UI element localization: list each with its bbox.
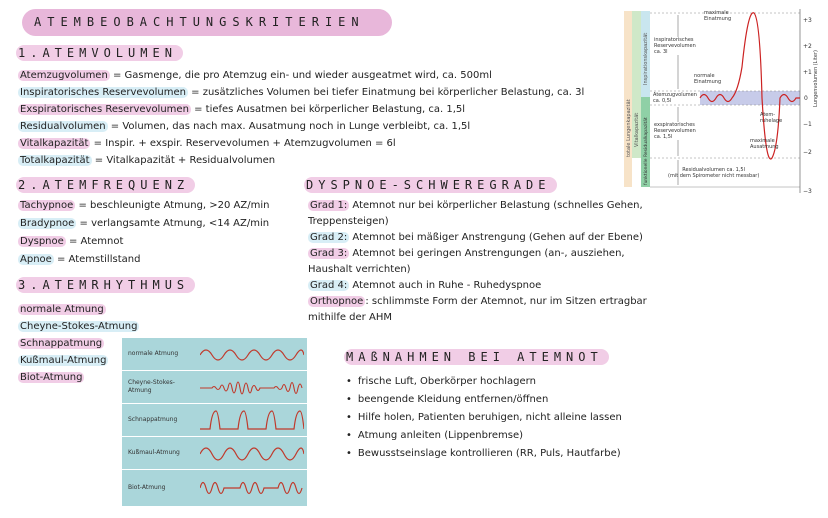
frequenz-list <box>18 200 269 272</box>
label-normale-einatmung: normale Einatmung <box>694 73 722 85</box>
label-insp-reserve: inspiratorisches Reservevolumen ca. 3l <box>654 37 696 55</box>
term: Grad 4: <box>310 280 348 291</box>
label-atemruhelage: Atem- ruhelage <box>760 112 783 124</box>
tick-label: −3 <box>803 188 812 195</box>
tick-label: +3 <box>803 17 812 24</box>
list-item <box>18 200 269 212</box>
term: Grad 1: <box>310 200 348 211</box>
definition: = tiefes Ausatmen bei körperlicher Belastung, ca. 1,5l <box>190 104 466 115</box>
bar-label: funktionelle Residualkapazität <box>644 117 649 185</box>
rhythmus-item: Schnappatmung <box>20 338 103 349</box>
rhythmus-item: Biot-Atmung <box>20 372 83 383</box>
list-item: • Atmung anleiten (Lippenbremse) <box>346 430 622 442</box>
total-capacity-bar <box>624 11 632 187</box>
rhythmus-item: Cheyne-Stokes-Atmung <box>20 321 138 332</box>
biot-curve <box>200 473 304 503</box>
tick-label: −1 <box>803 121 812 128</box>
bar-label: Vitalkapazität <box>634 112 640 147</box>
term: Bradypnoe <box>20 218 75 229</box>
term: Orthopnoe <box>310 296 364 307</box>
list-item <box>18 70 584 82</box>
list-item: • beengende Kleidung entfernen/öffnen <box>346 394 622 406</box>
row-label: Kußmaul-Atmung <box>128 449 180 456</box>
term: Totalkapazität <box>20 155 90 166</box>
list-item: • Hilfe holen, Patienten beruhigen, nicht alleine lassen <box>346 412 622 424</box>
list-item <box>308 248 647 260</box>
list-item <box>308 200 647 212</box>
list-item: • frische Luft, Oberkörper hochlagern <box>346 376 622 388</box>
list-item <box>18 218 269 230</box>
label-max-einatmung: maximale Einatmung <box>704 10 732 22</box>
cheyne-stokes-curve <box>200 374 304 401</box>
definition: = Vitalkapazität + Residualvolumen <box>91 155 276 166</box>
definition: = zusätzliches Volumen bei tiefer Einatmung bei körperlicher Belastung, ca. 3l <box>187 87 585 98</box>
definition: = Gasmenge, die pro Atemzug ein- und wieder ausgeatmet wird, ca. 500ml <box>109 70 492 81</box>
definition: = Atemnot <box>65 236 124 247</box>
table-row <box>122 371 307 404</box>
definition: Atemnot auch in Ruhe - Ruhedyspnoe <box>349 280 542 291</box>
row-label: Cheyne-Stokes-Atmung <box>128 379 175 394</box>
definition: Atemnot nur bei körperlicher Belastung (schnelles Gehen, <box>349 200 643 211</box>
bar-label: Inspirationskapazität <box>643 32 649 85</box>
tick-label: +2 <box>803 43 812 50</box>
term: Atemzugvolumen <box>20 70 108 81</box>
definition: Atemnot bei geringen Anstrengungen (an-, ausziehen, <box>349 248 625 259</box>
term: Tachypnoe <box>20 200 74 211</box>
normal-breathing-curve <box>200 341 304 368</box>
tick-label: +1 <box>803 69 812 76</box>
volumen-list <box>18 70 584 172</box>
term: Residualvolumen <box>20 121 106 132</box>
section-atemfrequenz-heading: 2.ATEMFREQUENZ <box>16 178 195 192</box>
term: Dyspnoe <box>20 236 64 247</box>
row-label: normale Atmung <box>128 350 179 357</box>
massnahmen-list <box>346 376 622 466</box>
list-item-continuation: mithilfe der AHM <box>308 312 392 323</box>
term: Grad 2: <box>310 232 348 243</box>
term: Inspiratorisches Reservevolumen <box>20 87 186 98</box>
axis-label: Lungenvolumen (Liter) <box>813 50 819 107</box>
list-item <box>18 254 269 266</box>
section-atemvolumen-heading: 1.ATEMVOLUMEN <box>16 46 183 60</box>
rhythmus-item: Kußmaul-Atmung <box>20 355 107 366</box>
schnappatmung-curve <box>200 407 304 434</box>
kussmaul-curve <box>200 440 304 467</box>
list-item <box>308 280 647 292</box>
list-item: • Bewusstseinslage kontrollieren (RR, Puls, Hautfarbe) <box>346 448 622 460</box>
label-exsp-reserve: exspiratorisches Reservevolumen ca. 1,5l <box>654 122 696 140</box>
tick-label: −2 <box>803 149 812 156</box>
list-item-continuation: Treppensteigen) <box>308 216 389 227</box>
row-label: Biot-Atmung <box>128 484 166 491</box>
section-dyspnoe-heading: DYSPNOE-SCHWEREGRADE <box>304 178 557 192</box>
dyspnoe-list <box>308 200 647 328</box>
definition: = Inspir. + exspir. Reservevolumen + Atemzugvolumen = 6l <box>90 138 396 149</box>
term: Vitalkapazität <box>20 138 89 149</box>
bar-label: totale Lungenkapazität <box>626 99 632 157</box>
definition: = verlangsamte Atmung, <14 AZ/min <box>76 218 270 229</box>
label-residualvolumen: Residualvolumen ca. 1,5l (mit dem Spirometer nicht messbar) <box>668 167 760 179</box>
definition: = Volumen, das nach max. Ausatmung noch in Lunge verbleibt, ca. 1,5l <box>107 121 471 132</box>
term: Grad 3: <box>310 248 348 259</box>
table-row <box>122 404 307 437</box>
list-item <box>308 232 647 244</box>
spirometry-diagram <box>620 7 820 195</box>
tick-label: 0 <box>804 95 808 102</box>
row-label: Schnappatmung <box>128 416 178 423</box>
list-item-continuation: Haushalt verrichten) <box>308 264 411 275</box>
label-max-ausatmung: maximale Ausatmung <box>750 138 779 150</box>
list-item <box>18 236 269 248</box>
list-item <box>18 138 584 150</box>
section-massnahmen-heading: MAßNAHMEN BEI ATEMNOT <box>344 350 609 364</box>
list-item <box>18 104 584 116</box>
list-item <box>18 121 584 133</box>
table-row <box>122 470 307 506</box>
list-item <box>308 296 647 308</box>
label-atemzugvolumen: Atemzugvolumen ca. 0,5l <box>653 92 697 104</box>
rhythmus-item: normale Atmung <box>20 304 104 315</box>
list-item <box>18 155 584 167</box>
term: Exspiratorisches Reservevolumen <box>20 104 189 115</box>
table-row <box>122 338 307 371</box>
breathing-pattern-table <box>122 338 307 506</box>
definition: Atemnot bei mäßiger Anstrengung (Gehen auf der Ebene) <box>349 232 643 243</box>
section-atemrhythmus-heading: 3.ATEMRHYTHMUS <box>16 278 195 292</box>
definition: = beschleunigte Atmung, >20 AZ/min <box>75 200 270 211</box>
table-row <box>122 437 307 470</box>
tidal-band <box>700 91 800 105</box>
page-title: ATEMBEOBACHTUNGSKRITERIEN <box>22 9 392 36</box>
definition: = Atemstillstand <box>53 254 141 265</box>
definition: : schlimmste Form der Atemnot, nur im Sitzen ertragbar <box>365 296 647 307</box>
term: Apnoe <box>20 254 52 265</box>
list-item <box>18 87 584 99</box>
